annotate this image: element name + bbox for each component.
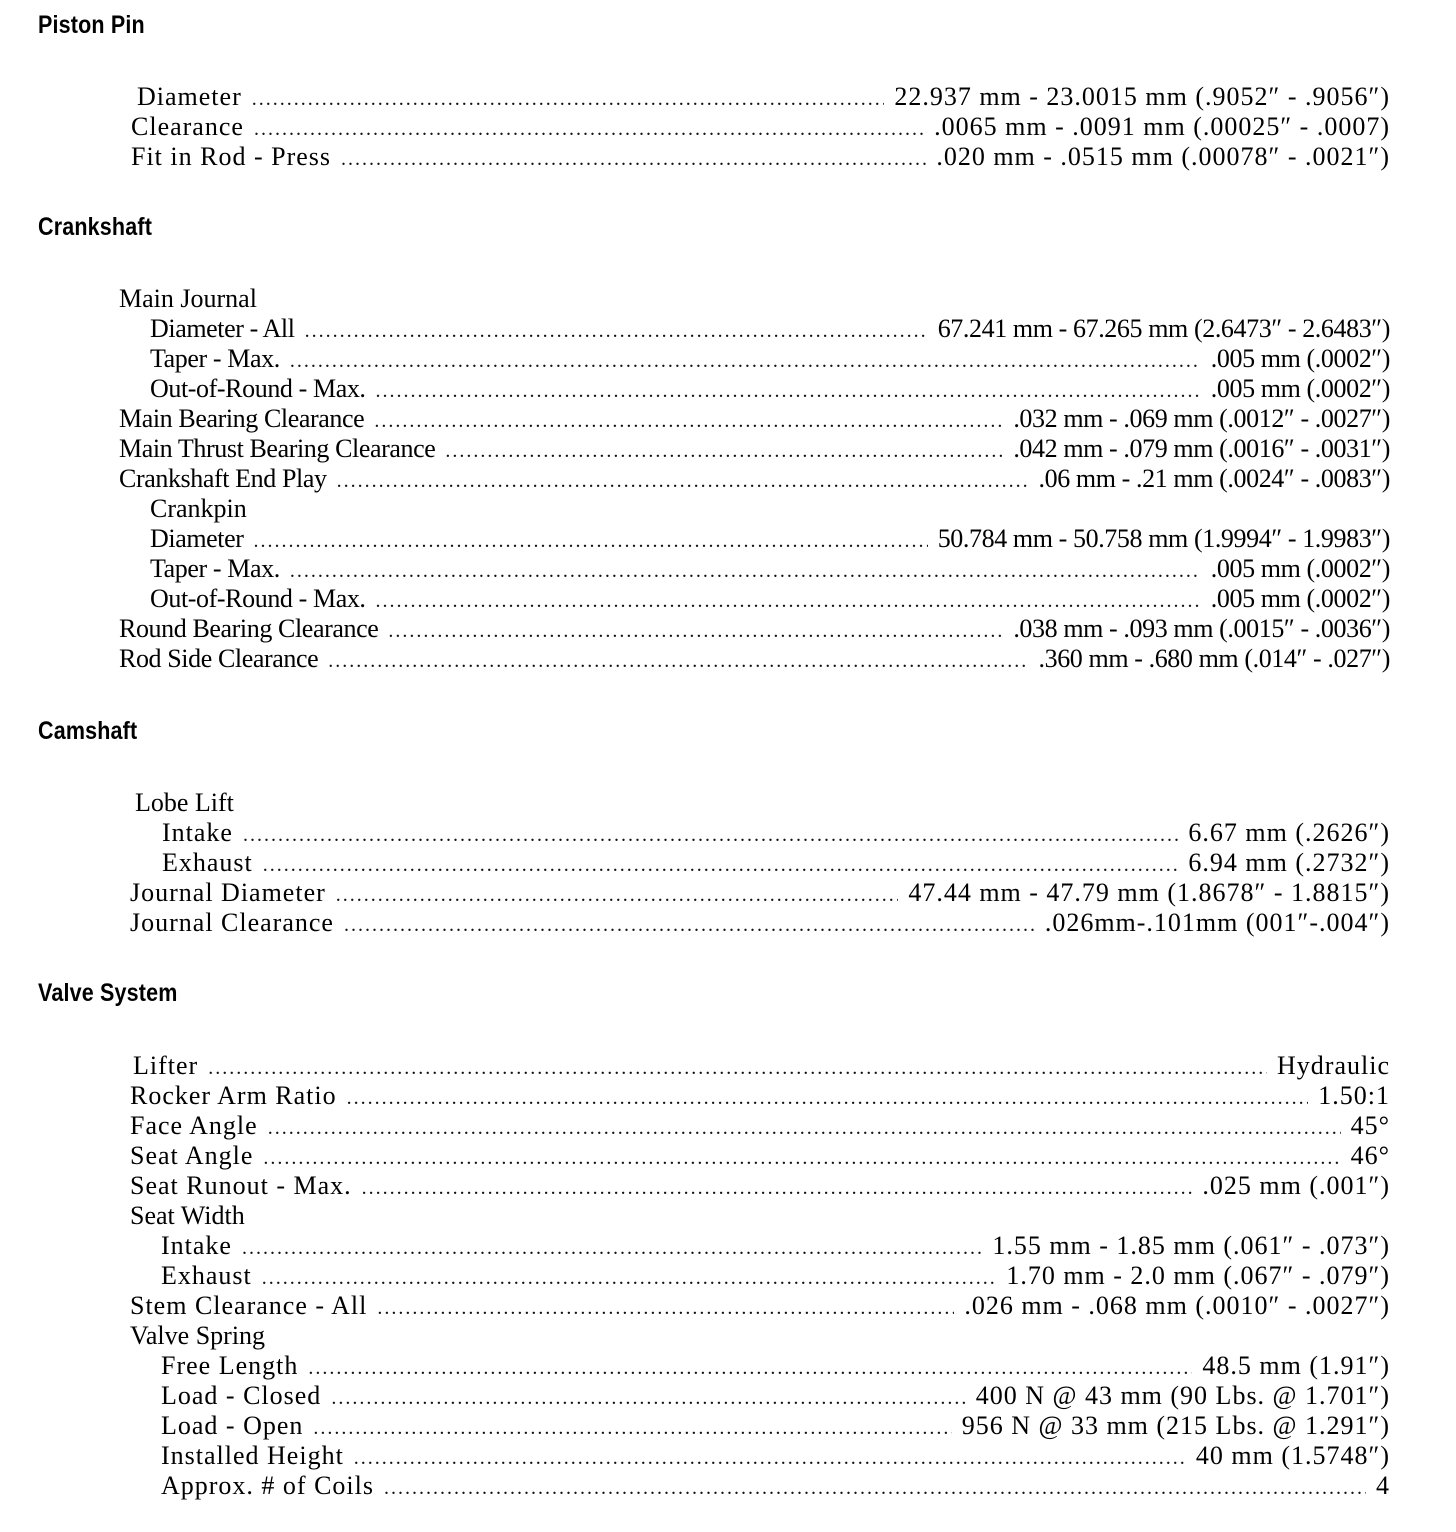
dot-leader [354, 1443, 1186, 1473]
spec-label: Round Bearing Clearance [119, 614, 379, 643]
dot-leader [331, 1383, 965, 1413]
dot-leader [374, 406, 1003, 436]
spec-value: 1.50:1 [1318, 1081, 1390, 1110]
spec-label: Lifter [133, 1051, 199, 1080]
spec-label: Journal Diameter [130, 878, 326, 907]
spec-row-seat-width-exhaust [161, 1261, 1390, 1291]
dot-leader [388, 616, 1003, 646]
spec-row-valve-spring-coils [161, 1471, 1390, 1501]
spec-label: Clearance [131, 112, 244, 141]
dot-leader [336, 880, 899, 910]
spec-label: Taper - Max. [150, 344, 280, 373]
spec-value: Hydraulic [1277, 1051, 1390, 1080]
dot-leader [362, 1173, 1193, 1203]
spec-value: .026 mm - .068 mm (.0010″ - .0027″) [964, 1291, 1390, 1320]
spec-value: .042 mm - .079 mm (.0016″ - .0031″) [1013, 434, 1390, 463]
dot-leader [377, 1293, 954, 1323]
spec-row-lobe-lift-exhaust [162, 848, 1390, 878]
spec-label: Journal Clearance [130, 908, 334, 937]
spec-label: Diameter - All [150, 314, 295, 343]
dot-leader [347, 1083, 1309, 1113]
dot-leader [290, 556, 1201, 586]
spec-row-main-thrust-bearing-clearance [119, 434, 1390, 464]
section-heading-valve-system: Valve System [38, 979, 178, 1007]
spec-value: 22.937 mm - 23.0015 mm (.9052″ - .9056″) [894, 82, 1390, 111]
spec-value: .020 mm - .0515 mm (.00078″ - .0021″) [936, 142, 1390, 171]
section-heading-crankshaft: Crankshaft [38, 213, 153, 241]
subhead-main-journal: Main Journal [119, 284, 257, 313]
spec-value: .005 mm (.0002″) [1210, 374, 1390, 403]
dot-leader [254, 526, 928, 556]
dot-leader [313, 1413, 951, 1443]
spec-label: Diameter [137, 82, 242, 111]
spec-row-crankpin-taper [150, 554, 1390, 584]
spec-label: Face Angle [130, 1111, 258, 1140]
spec-value: .360 mm - .680 mm (.014″ - .027″) [1038, 644, 1390, 673]
spec-value: 4 [1376, 1471, 1390, 1500]
dot-leader [376, 376, 1201, 406]
dot-leader [262, 1263, 997, 1293]
spec-value: 47.44 mm - 47.79 mm (1.8678″ - 1.8815″) [908, 878, 1390, 907]
spec-value: .005 mm (.0002″) [1210, 554, 1390, 583]
subhead-crankpin: Crankpin [150, 494, 247, 523]
dot-leader [263, 850, 1179, 880]
spec-label: Free Length [161, 1351, 299, 1380]
spec-label: Main Bearing Clearance [119, 404, 365, 433]
dot-leader [308, 1353, 1192, 1383]
section-heading-piston-pin: Piston Pin [38, 11, 145, 39]
spec-row-lifter [133, 1051, 1390, 1081]
spec-label: Fit in Rod - Press [131, 142, 332, 171]
spec-value: 50.784 mm - 50.758 mm (1.9994″ - 1.9983″) [937, 524, 1390, 553]
spec-row-seat-width-intake [161, 1231, 1390, 1261]
spec-row-piston-pin-fit [131, 142, 1390, 172]
dot-leader [328, 646, 1028, 676]
spec-label: Crankshaft End Play [119, 464, 327, 493]
dot-leader [263, 1143, 1340, 1173]
spec-label: Out-of-Round - Max. [150, 584, 366, 613]
dot-leader [376, 586, 1201, 616]
section-heading-camshaft: Camshaft [38, 717, 138, 745]
spec-row-rocker-arm-ratio [130, 1081, 1390, 1111]
spec-row-journal-diameter [130, 878, 1390, 908]
dot-leader [242, 1233, 982, 1263]
spec-value: .005 mm (.0002″) [1210, 584, 1390, 613]
spec-row-crankpin-diameter [150, 524, 1390, 554]
spec-row-valve-spring-free-length [161, 1351, 1390, 1381]
spec-row-main-journal-diameter [150, 314, 1390, 344]
dot-leader [305, 316, 928, 346]
spec-value: 6.94 mm (.2732″) [1188, 848, 1390, 877]
spec-value: 956 N @ 33 mm (215 Lbs. @ 1.291″) [961, 1411, 1390, 1440]
spec-value: 400 N @ 43 mm (90 Lbs. @ 1.701″) [975, 1381, 1390, 1410]
subhead-lobe-lift: Lobe Lift [135, 788, 234, 817]
spec-value: .06 mm - .21 mm (.0024″ - .0083″) [1038, 464, 1390, 493]
spec-row-seat-angle [130, 1141, 1390, 1171]
dot-leader [254, 114, 924, 144]
spec-value: .0065 mm - .0091 mm (.00025″ - .0007) [934, 112, 1390, 141]
spec-row-main-journal-out-of-round [150, 374, 1390, 404]
spec-value: 45° [1350, 1111, 1390, 1140]
spec-label: Load - Open [161, 1411, 304, 1440]
spec-value: 48.5 mm (1.91″) [1202, 1351, 1390, 1380]
spec-row-valve-spring-load-closed [161, 1381, 1390, 1411]
spec-value: 40 mm (1.5748″) [1195, 1441, 1390, 1470]
spec-row-crankshaft-end-play [119, 464, 1390, 494]
spec-row-round-bearing-clearance [119, 614, 1390, 644]
spec-value: .032 mm - .069 mm (.0012″ - .0027″) [1013, 404, 1390, 433]
spec-value: .026mm-.101mm (001″-.004″) [1044, 908, 1390, 937]
spec-value: 6.67 mm (.2626″) [1188, 818, 1390, 847]
spec-row-seat-runout [130, 1171, 1390, 1201]
spec-label: Seat Runout - Max. [130, 1171, 352, 1200]
spec-value: .005 mm (.0002″) [1210, 344, 1390, 373]
spec-row-piston-pin-clearance [131, 112, 1390, 142]
spec-value: 67.241 mm - 67.265 mm (2.6473″ - 2.6483″) [937, 314, 1390, 343]
subhead-seat-width: Seat Width [130, 1201, 245, 1230]
spec-label: Diameter [150, 524, 244, 553]
spec-label: Exhaust [162, 848, 253, 877]
dot-leader [445, 436, 1003, 466]
dot-leader [290, 346, 1201, 376]
spec-row-main-bearing-clearance [119, 404, 1390, 434]
spec-label: Intake [162, 818, 233, 847]
dot-leader [243, 820, 1178, 850]
spec-value: 1.55 mm - 1.85 mm (.061″ - .073″) [992, 1231, 1390, 1260]
spec-label: Exhaust [161, 1261, 252, 1290]
dot-leader [341, 144, 926, 174]
spec-label: Installed Height [161, 1441, 344, 1470]
dot-leader [344, 910, 1035, 940]
spec-row-valve-spring-load-open [161, 1411, 1390, 1441]
dot-leader [384, 1473, 1366, 1503]
spec-row-lobe-lift-intake [162, 818, 1390, 848]
subhead-valve-spring: Valve Spring [130, 1321, 266, 1350]
spec-label: Taper - Max. [150, 554, 280, 583]
spec-row-crankpin-out-of-round [150, 584, 1390, 614]
dot-leader [208, 1053, 1267, 1083]
spec-value: .038 mm - .093 mm (.0015″ - .0036″) [1013, 614, 1390, 643]
spec-row-rod-side-clearance [119, 644, 1390, 674]
spec-row-piston-pin-diameter [137, 82, 1390, 112]
spec-label: Main Thrust Bearing Clearance [119, 434, 436, 463]
dot-leader [337, 466, 1029, 496]
spec-value: .025 mm (.001″) [1202, 1171, 1390, 1200]
spec-value: 46° [1350, 1141, 1390, 1170]
dot-leader [268, 1113, 1341, 1143]
spec-row-journal-clearance [130, 908, 1390, 938]
spec-label: Approx. # of Coils [161, 1471, 374, 1500]
spec-label: Out-of-Round - Max. [150, 374, 366, 403]
spec-label: Rod Side Clearance [119, 644, 319, 673]
spec-row-main-journal-taper [150, 344, 1390, 374]
spec-label: Rocker Arm Ratio [130, 1081, 337, 1110]
spec-label: Load - Closed [161, 1381, 322, 1410]
spec-row-valve-spring-installed-height [161, 1441, 1390, 1471]
spec-label: Seat Angle [130, 1141, 254, 1170]
dot-leader [252, 84, 885, 114]
spec-value: 1.70 mm - 2.0 mm (.067″ - .079″) [1006, 1261, 1390, 1290]
spec-label: Stem Clearance - All [130, 1291, 368, 1320]
spec-row-face-angle [130, 1111, 1390, 1141]
spec-label: Intake [161, 1231, 232, 1260]
spec-row-stem-clearance [130, 1291, 1390, 1321]
